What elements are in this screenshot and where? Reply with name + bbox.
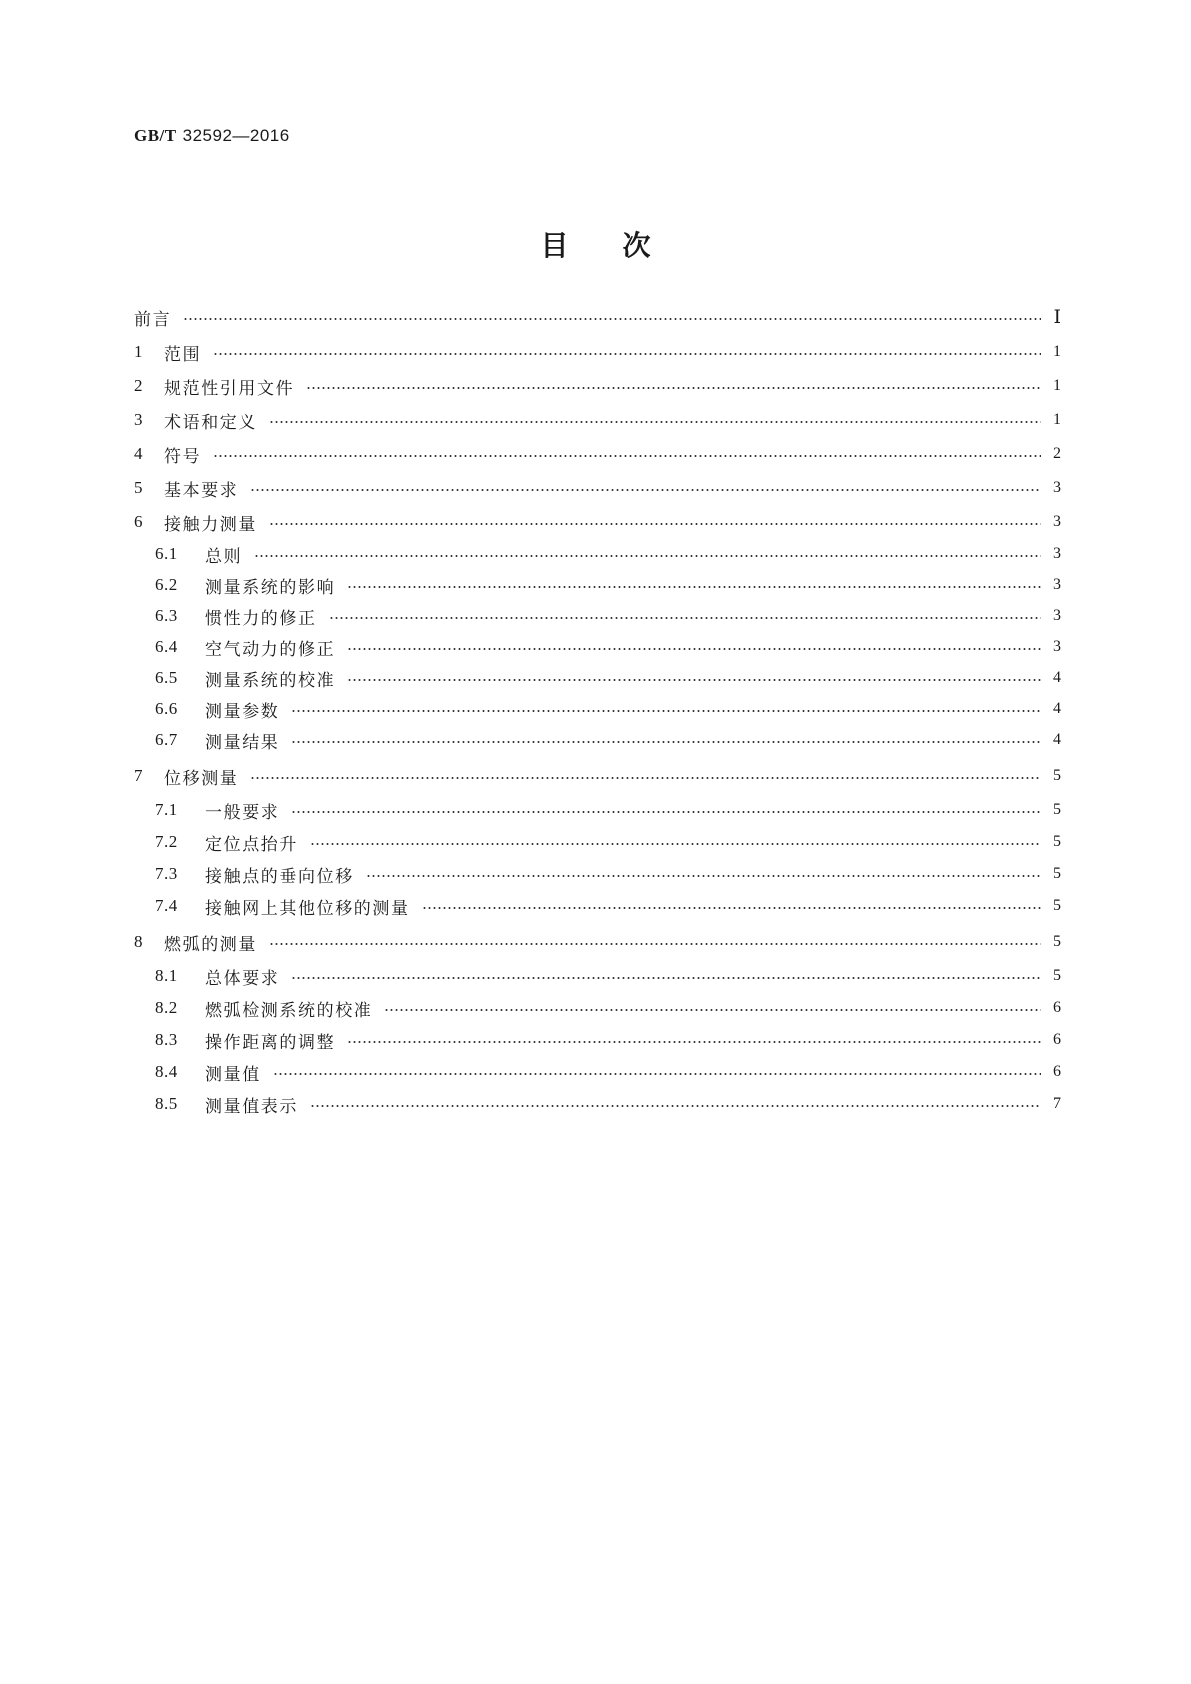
toc-label: 位移测量 bbox=[164, 768, 239, 789]
toc-page-number: 1 bbox=[1053, 343, 1061, 360]
dot-leader bbox=[291, 977, 1041, 979]
toc-entry[interactable] bbox=[134, 441, 1061, 467]
dot-leader bbox=[422, 907, 1041, 909]
toc-page-number: 3 bbox=[1053, 638, 1061, 655]
toc-entry[interactable] bbox=[134, 304, 1061, 330]
toc-entry[interactable] bbox=[155, 541, 1061, 567]
toc-label: 测量结果 bbox=[205, 732, 280, 753]
toc-entry[interactable] bbox=[134, 929, 1061, 955]
toc-label: 定位点抬升 bbox=[205, 834, 298, 855]
toc-page-number: 5 bbox=[1053, 865, 1061, 882]
toc-label: 空气动力的修正 bbox=[205, 639, 336, 660]
toc-section-number: 6.4 bbox=[155, 637, 178, 656]
toc-section-number: 7.4 bbox=[155, 896, 178, 915]
toc-page-number: 6 bbox=[1053, 1031, 1061, 1048]
toc-entry[interactable] bbox=[155, 829, 1061, 855]
toc-page-number: 1 bbox=[1053, 411, 1061, 428]
toc-label: 测量值 bbox=[205, 1064, 261, 1085]
toc-section-number: 8.3 bbox=[155, 1030, 178, 1049]
dot-leader bbox=[347, 1041, 1041, 1043]
toc-entry[interactable] bbox=[155, 963, 1061, 989]
toc-section-number: 6.1 bbox=[155, 544, 178, 563]
dot-leader bbox=[306, 387, 1041, 389]
dot-leader bbox=[347, 648, 1041, 650]
toc-entry[interactable] bbox=[134, 509, 1061, 535]
toc-section-number: 7.3 bbox=[155, 864, 178, 883]
toc-page-number: 4 bbox=[1053, 700, 1061, 717]
toc-label: 测量系统的影响 bbox=[205, 577, 336, 598]
dot-leader bbox=[347, 586, 1041, 588]
dot-leader bbox=[291, 710, 1041, 712]
toc-section-number: 3 bbox=[134, 410, 143, 429]
toc-entry[interactable] bbox=[155, 634, 1061, 660]
toc-page-number: 7 bbox=[1053, 1095, 1061, 1112]
toc-entry[interactable] bbox=[134, 475, 1061, 501]
toc-page-number: 3 bbox=[1053, 479, 1061, 496]
toc-entry[interactable] bbox=[155, 893, 1061, 919]
toc-entry[interactable] bbox=[155, 572, 1061, 598]
dot-leader bbox=[213, 353, 1041, 355]
toc-label: 总则 bbox=[205, 546, 243, 567]
dot-leader bbox=[254, 555, 1041, 557]
toc-label: 规范性引用文件 bbox=[164, 378, 295, 399]
dot-leader bbox=[384, 1009, 1041, 1011]
toc-page-number: 3 bbox=[1053, 576, 1061, 593]
toc-section-number: 8.5 bbox=[155, 1094, 178, 1113]
standard-number: 32592—2016 bbox=[182, 126, 290, 145]
dot-leader bbox=[347, 679, 1041, 681]
toc-entry[interactable] bbox=[134, 373, 1061, 399]
toc-page-number: 3 bbox=[1053, 607, 1061, 624]
toc-page-number: 5 bbox=[1053, 801, 1061, 818]
toc-section-number: 8.4 bbox=[155, 1062, 178, 1081]
toc-page-number: 5 bbox=[1053, 967, 1061, 984]
toc-section-number: 7 bbox=[134, 766, 143, 785]
toc-section-number: 1 bbox=[134, 342, 143, 361]
toc-label: 一般要求 bbox=[205, 802, 280, 823]
dot-leader bbox=[310, 843, 1041, 845]
toc-label: 基本要求 bbox=[164, 480, 239, 501]
toc-entry[interactable] bbox=[155, 665, 1061, 691]
dot-leader bbox=[269, 523, 1041, 525]
toc-section-number: 6.5 bbox=[155, 668, 178, 687]
toc-section-number: 8.1 bbox=[155, 966, 178, 985]
toc-label: 测量值表示 bbox=[205, 1096, 298, 1117]
toc-section-number: 4 bbox=[134, 444, 143, 463]
toc-page-number: 5 bbox=[1053, 833, 1061, 850]
toc-entry[interactable] bbox=[155, 603, 1061, 629]
dot-leader bbox=[269, 421, 1041, 423]
toc-entry[interactable] bbox=[155, 696, 1061, 722]
toc-page-number: 5 bbox=[1053, 933, 1061, 950]
toc-entry[interactable] bbox=[155, 1059, 1061, 1085]
dot-leader bbox=[213, 455, 1041, 457]
dot-leader bbox=[273, 1073, 1041, 1075]
dot-leader bbox=[366, 875, 1041, 877]
toc-label: 惯性力的修正 bbox=[205, 608, 317, 629]
dot-leader bbox=[250, 489, 1041, 491]
dot-leader bbox=[329, 617, 1041, 619]
toc-entry[interactable] bbox=[155, 1027, 1061, 1053]
dot-leader bbox=[310, 1105, 1041, 1107]
toc-label: 接触力测量 bbox=[164, 514, 257, 535]
toc-page-number: 4 bbox=[1053, 669, 1061, 686]
toc-label: 符号 bbox=[164, 446, 202, 467]
dot-leader bbox=[269, 943, 1041, 945]
toc-entry[interactable] bbox=[155, 995, 1061, 1021]
toc-entry[interactable] bbox=[155, 727, 1061, 753]
dot-leader bbox=[291, 811, 1041, 813]
toc-label: 燃弧的测量 bbox=[164, 934, 257, 955]
toc-label: 测量参数 bbox=[205, 701, 280, 722]
toc-page-number: 5 bbox=[1053, 897, 1061, 914]
toc-label: 范围 bbox=[164, 344, 202, 365]
toc-page-number: Ⅰ bbox=[1053, 306, 1061, 328]
toc-page-number: 5 bbox=[1053, 767, 1061, 784]
toc-section-number: 5 bbox=[134, 478, 143, 497]
toc-label: 燃弧检测系统的校准 bbox=[205, 1000, 373, 1021]
toc-label: 术语和定义 bbox=[164, 412, 257, 433]
dot-leader bbox=[250, 777, 1041, 779]
toc-entry[interactable] bbox=[155, 797, 1061, 823]
toc-page-number: 2 bbox=[1053, 445, 1061, 462]
toc-page-number: 1 bbox=[1053, 377, 1061, 394]
toc-section-number: 7.1 bbox=[155, 800, 178, 819]
toc-entry[interactable] bbox=[155, 861, 1061, 887]
toc-section-number: 6.2 bbox=[155, 575, 178, 594]
toc-page-number: 4 bbox=[1053, 731, 1061, 748]
dot-leader bbox=[183, 318, 1041, 320]
toc-label: 操作距离的调整 bbox=[205, 1032, 336, 1053]
toc-entry[interactable] bbox=[155, 1091, 1061, 1117]
toc-section-number: 8 bbox=[134, 932, 143, 951]
toc-label: 接触网上其他位移的测量 bbox=[205, 898, 410, 919]
toc-entry[interactable] bbox=[134, 339, 1061, 365]
toc-entry[interactable] bbox=[134, 763, 1061, 789]
toc-section-number: 6.6 bbox=[155, 699, 178, 718]
toc-section-number: 6 bbox=[134, 512, 143, 531]
dot-leader bbox=[291, 741, 1041, 743]
toc-section-number: 6.3 bbox=[155, 606, 178, 625]
page-title: 目次 bbox=[540, 229, 705, 262]
toc-label: 总体要求 bbox=[205, 968, 280, 989]
toc-label: 接触点的垂向位移 bbox=[205, 866, 354, 887]
toc-section-number: 6.7 bbox=[155, 730, 178, 749]
toc-entry[interactable] bbox=[134, 407, 1061, 433]
toc-page-number: 3 bbox=[1053, 545, 1061, 562]
toc-section-number: 7.2 bbox=[155, 832, 178, 851]
toc-page-number: 6 bbox=[1053, 1063, 1061, 1080]
toc-section-number: 2 bbox=[134, 376, 143, 395]
toc-section-number: 8.2 bbox=[155, 998, 178, 1017]
toc-label: 前言 bbox=[134, 309, 172, 330]
toc-page-number: 6 bbox=[1053, 999, 1061, 1016]
toc-page-number: 3 bbox=[1053, 513, 1061, 530]
toc-label: 测量系统的校准 bbox=[205, 670, 336, 691]
standard-prefix: GB/T bbox=[134, 126, 177, 145]
